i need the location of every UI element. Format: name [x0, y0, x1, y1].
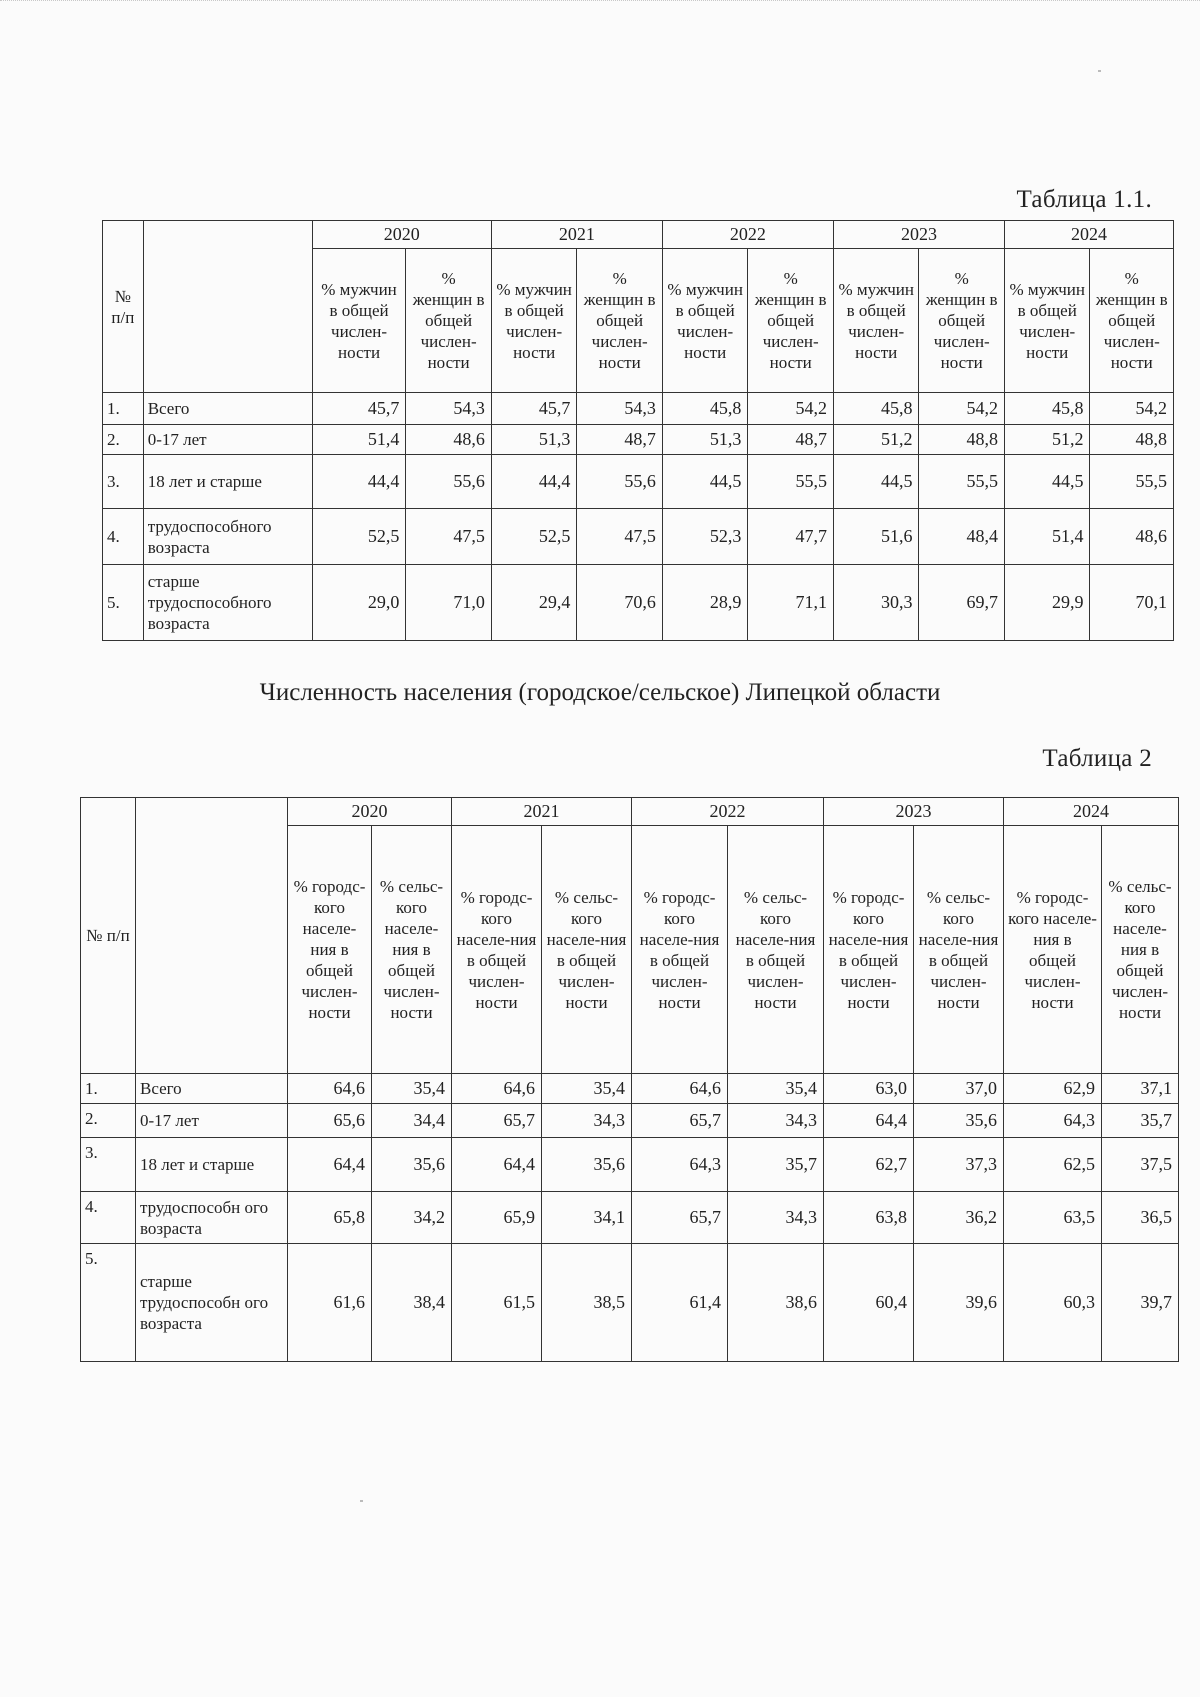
value-cell: 55,5 — [748, 455, 834, 509]
value-cell: 63,0 — [824, 1074, 914, 1104]
value-cell: 54,2 — [919, 393, 1005, 425]
value-cell: 35,6 — [914, 1104, 1004, 1138]
row-label: 18 лет и старше — [136, 1138, 288, 1192]
value-cell: 51,6 — [833, 509, 919, 565]
value-cell: 29,4 — [491, 565, 577, 641]
value-cell: 51,4 — [1004, 509, 1090, 565]
value-cell: 64,6 — [632, 1074, 728, 1104]
sub-header: % городс-кого населе-ния в общей числен-ности — [452, 826, 542, 1074]
sub-header: % мужчин в общей числен-ности — [1004, 249, 1090, 393]
row-index: 1. — [103, 393, 144, 425]
row-label: Всего — [136, 1074, 288, 1104]
value-cell: 36,5 — [1102, 1192, 1179, 1244]
value-cell: 62,7 — [824, 1138, 914, 1192]
value-cell: 36,2 — [914, 1192, 1004, 1244]
value-cell: 35,7 — [728, 1138, 824, 1192]
sub-header: % женщин в общей числен-ности — [748, 249, 834, 393]
value-cell: 52,5 — [312, 509, 406, 565]
value-cell: 51,3 — [662, 425, 748, 455]
year-header: 2021 — [452, 798, 632, 826]
value-cell: 65,8 — [288, 1192, 372, 1244]
table-row — [81, 1138, 1179, 1192]
sub-header: % женщин в общей числен-ности — [406, 249, 492, 393]
year-header: 2020 — [312, 221, 491, 249]
value-cell: 61,6 — [288, 1244, 372, 1362]
value-cell: 44,5 — [1004, 455, 1090, 509]
value-cell: 45,7 — [491, 393, 577, 425]
year-header: 2024 — [1004, 798, 1179, 826]
value-cell: 64,4 — [824, 1104, 914, 1138]
value-cell: 48,4 — [919, 509, 1005, 565]
table-row — [103, 455, 1174, 509]
value-cell: 64,3 — [1004, 1104, 1102, 1138]
section-heading: Численность населения (городское/сельское) Липецкой области — [259, 679, 941, 706]
value-cell: 37,1 — [1102, 1074, 1179, 1104]
table-row — [81, 1074, 1179, 1104]
value-cell: 38,4 — [372, 1244, 452, 1362]
table-urban-rural — [80, 797, 1179, 1362]
row-label: 18 лет и старше — [143, 455, 312, 509]
value-cell: 71,0 — [406, 565, 492, 641]
year-header: 2021 — [491, 221, 662, 249]
value-cell: 28,9 — [662, 565, 748, 641]
np-header: № п/п — [81, 798, 136, 1074]
table-sex-ratio — [102, 220, 1174, 641]
row-label: старше трудоспособного возраста — [143, 565, 312, 641]
value-cell: 65,7 — [632, 1104, 728, 1138]
year-header: 2022 — [632, 798, 824, 826]
value-cell: 47,5 — [406, 509, 492, 565]
value-cell: 61,5 — [452, 1244, 542, 1362]
value-cell: 62,9 — [1004, 1074, 1102, 1104]
value-cell: 55,6 — [577, 455, 663, 509]
table-row — [81, 1104, 1179, 1138]
value-cell: 48,8 — [1090, 425, 1174, 455]
value-cell: 64,6 — [452, 1074, 542, 1104]
sub-header: % женщин в общей числен-ности — [1090, 249, 1174, 393]
value-cell: 45,8 — [662, 393, 748, 425]
value-cell: 37,3 — [914, 1138, 1004, 1192]
table2-caption: Таблица 2 — [1042, 745, 1152, 772]
row-label: старше трудоспособн ого возраста — [136, 1244, 288, 1362]
value-cell: 63,8 — [824, 1192, 914, 1244]
row-index: 5. — [103, 565, 144, 641]
value-cell: 38,5 — [542, 1244, 632, 1362]
row-label: 0-17 лет — [136, 1104, 288, 1138]
value-cell: 48,8 — [919, 425, 1005, 455]
value-cell: 70,6 — [577, 565, 663, 641]
value-cell: 45,8 — [1004, 393, 1090, 425]
sub-header: % сельс-кого населе-ния в общей числен-ности — [372, 826, 452, 1074]
table-row — [81, 1192, 1179, 1244]
row-label: Всего — [143, 393, 312, 425]
sub-header: % женщин в общей числен-ности — [577, 249, 663, 393]
value-cell: 39,7 — [1102, 1244, 1179, 1362]
value-cell: 54,2 — [1090, 393, 1174, 425]
value-cell: 45,8 — [833, 393, 919, 425]
value-cell: 64,6 — [288, 1074, 372, 1104]
row-label: 0-17 лет — [143, 425, 312, 455]
sub-header: % мужчин в общей числен-ности — [312, 249, 406, 393]
row-index: 3. — [103, 455, 144, 509]
table-row — [103, 425, 1174, 455]
value-cell: 37,5 — [1102, 1138, 1179, 1192]
value-cell: 44,5 — [833, 455, 919, 509]
row-label: трудоспособн ого возраста — [136, 1192, 288, 1244]
value-cell: 54,3 — [577, 393, 663, 425]
year-header: 2023 — [833, 221, 1004, 249]
sub-header: % мужчин в общей числен-ности — [491, 249, 577, 393]
value-cell: 35,6 — [372, 1138, 452, 1192]
sub-header: % городс-кого населе-ния в общей числен-ности — [288, 826, 372, 1074]
row-index: 5. — [81, 1244, 136, 1362]
row-index: 4. — [81, 1192, 136, 1244]
table1-year-row — [103, 221, 1174, 249]
value-cell: 39,6 — [914, 1244, 1004, 1362]
row-index: 2. — [81, 1104, 136, 1138]
value-cell: 61,4 — [632, 1244, 728, 1362]
value-cell: 45,7 — [312, 393, 406, 425]
row-index: 1. — [81, 1074, 136, 1104]
value-cell: 55,5 — [1090, 455, 1174, 509]
scan-speck — [1098, 70, 1101, 72]
value-cell: 54,3 — [406, 393, 492, 425]
sub-header: % городс-кого населе-ния в общей числен-ности — [1004, 826, 1102, 1074]
sub-header: % мужчин в общей числен-ности — [833, 249, 919, 393]
table-row — [103, 565, 1174, 641]
value-cell: 48,7 — [748, 425, 834, 455]
value-cell: 60,3 — [1004, 1244, 1102, 1362]
table2-year-row — [81, 798, 1179, 826]
sub-header: % сельс-кого населе-ния в общей числен-ности — [728, 826, 824, 1074]
value-cell: 29,0 — [312, 565, 406, 641]
value-cell: 35,4 — [728, 1074, 824, 1104]
value-cell: 71,1 — [748, 565, 834, 641]
value-cell: 34,3 — [728, 1104, 824, 1138]
value-cell: 38,6 — [728, 1244, 824, 1362]
value-cell: 65,6 — [288, 1104, 372, 1138]
row-index: 4. — [103, 509, 144, 565]
sub-header: % сельс-кого населе-ния в общей числен-ности — [542, 826, 632, 1074]
year-header: 2024 — [1004, 221, 1173, 249]
table1-caption: Таблица 1.1. — [1016, 186, 1152, 213]
value-cell: 47,7 — [748, 509, 834, 565]
table1-body — [103, 393, 1174, 641]
value-cell: 34,4 — [372, 1104, 452, 1138]
value-cell: 52,5 — [491, 509, 577, 565]
value-cell: 34,3 — [728, 1192, 824, 1244]
row-index: 2. — [103, 425, 144, 455]
name-header-empty — [143, 221, 312, 393]
table-row — [103, 393, 1174, 425]
value-cell: 35,4 — [542, 1074, 632, 1104]
year-header: 2020 — [288, 798, 452, 826]
value-cell: 44,4 — [312, 455, 406, 509]
value-cell: 51,3 — [491, 425, 577, 455]
scan-speck — [360, 1500, 363, 1502]
value-cell: 64,4 — [452, 1138, 542, 1192]
value-cell: 34,3 — [542, 1104, 632, 1138]
value-cell: 48,7 — [577, 425, 663, 455]
value-cell: 44,5 — [662, 455, 748, 509]
value-cell: 51,2 — [1004, 425, 1090, 455]
value-cell: 55,5 — [919, 455, 1005, 509]
sub-header: % мужчин в общей числен-ности — [662, 249, 748, 393]
sub-header: % городс-кого населе-ния в общей числен-ности — [632, 826, 728, 1074]
table2-body — [81, 1074, 1179, 1362]
value-cell: 65,7 — [452, 1104, 542, 1138]
table-row — [103, 509, 1174, 565]
value-cell: 34,1 — [542, 1192, 632, 1244]
value-cell: 65,7 — [632, 1192, 728, 1244]
page-top-edge — [0, 0, 1200, 10]
value-cell: 29,9 — [1004, 565, 1090, 641]
table-row — [81, 1244, 1179, 1362]
sub-header: % женщин в общей числен-ности — [919, 249, 1005, 393]
value-cell: 62,5 — [1004, 1138, 1102, 1192]
sub-header: % сельс-кого населе-ния в общей числен-ности — [914, 826, 1004, 1074]
value-cell: 37,0 — [914, 1074, 1004, 1104]
value-cell: 65,9 — [452, 1192, 542, 1244]
np-header: № п/п — [103, 221, 144, 393]
row-index: 3. — [81, 1138, 136, 1192]
name-header-empty — [136, 798, 288, 1074]
value-cell: 34,2 — [372, 1192, 452, 1244]
value-cell: 44,4 — [491, 455, 577, 509]
sub-header: % городс-кого населе-ния в общей числен-ности — [824, 826, 914, 1074]
value-cell: 70,1 — [1090, 565, 1174, 641]
year-header: 2022 — [662, 221, 833, 249]
value-cell: 30,3 — [833, 565, 919, 641]
value-cell: 47,5 — [577, 509, 663, 565]
value-cell: 51,4 — [312, 425, 406, 455]
value-cell: 64,3 — [632, 1138, 728, 1192]
value-cell: 52,3 — [662, 509, 748, 565]
value-cell: 51,2 — [833, 425, 919, 455]
value-cell: 48,6 — [406, 425, 492, 455]
value-cell: 63,5 — [1004, 1192, 1102, 1244]
value-cell: 55,6 — [406, 455, 492, 509]
value-cell: 69,7 — [919, 565, 1005, 641]
sub-header: % сельс-кого населе-ния в общей числен-ности — [1102, 826, 1179, 1074]
value-cell: 35,6 — [542, 1138, 632, 1192]
value-cell: 48,6 — [1090, 509, 1174, 565]
value-cell: 60,4 — [824, 1244, 914, 1362]
value-cell: 64,4 — [288, 1138, 372, 1192]
year-header: 2023 — [824, 798, 1004, 826]
value-cell: 35,7 — [1102, 1104, 1179, 1138]
value-cell: 54,2 — [748, 393, 834, 425]
value-cell: 35,4 — [372, 1074, 452, 1104]
row-label: трудоспособного возраста — [143, 509, 312, 565]
